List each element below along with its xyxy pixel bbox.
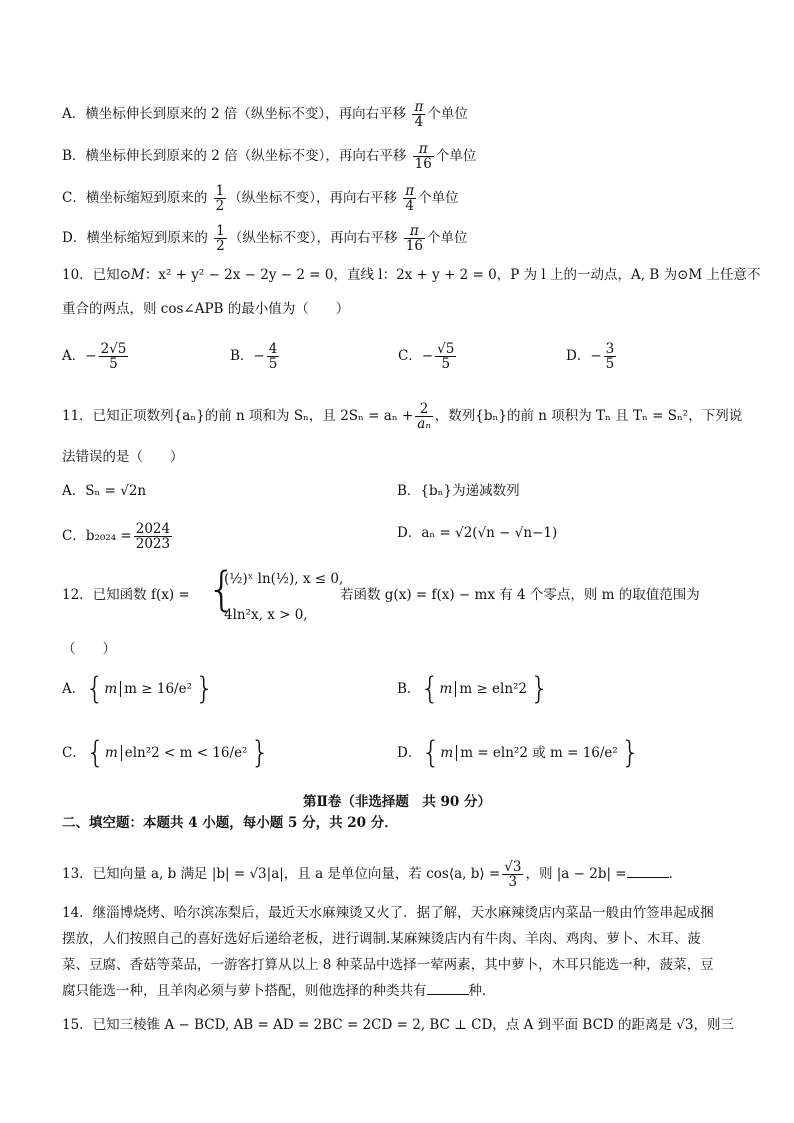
q10-a-fraction (99, 342, 129, 371)
set-open-brace: { (420, 671, 440, 707)
q11-stem-line1 (62, 402, 744, 431)
set-open-brace: { (85, 671, 105, 707)
frac-num: π (404, 224, 425, 239)
set-close-brace: } (530, 671, 550, 707)
q11-option-d: D．aₙ = √2(√n − √n−1) (397, 525, 558, 541)
frac-den: 2023 (135, 536, 171, 552)
frac-num: 2√5 (100, 341, 127, 357)
q11-stem-line2: 法错误的是（ ） (62, 449, 184, 465)
frac-num: π (405, 183, 415, 199)
q14-line4 (62, 982, 744, 1000)
q9-a-tail: 个单位 (427, 106, 468, 122)
q15-line1: 15．已知三棱锥 A − BCD, AB = AD = 2BC = 2CD = 2, BC ⊥ CD，点 A 到平面 BCD 的距离是 √3，则三 (62, 1017, 735, 1033)
set-var: m (440, 745, 454, 761)
q10-circle-name: M (131, 267, 145, 283)
q13-answer-blank[interactable] (627, 877, 669, 878)
q12-lead: 12．已知函数 f(x) = (62, 587, 190, 603)
set-open-brace: { (421, 735, 441, 771)
q11-option-b: B．{bₙ}为递减数列 (397, 483, 520, 499)
q9-b-text: B．横坐标伸长到原来的 2 倍（纵坐标不变），再向右平移 (62, 148, 407, 164)
frac-num: 3 (605, 341, 615, 357)
q14-line3: 菜、豆腐、香菇等菜品，一游客打算从以上 8 种菜品中选择一荤两素，其中萝卜，木耳只能选一种，菠菜，豆 (62, 957, 714, 973)
q11-c-label: C．b₂₀₂₄ = (62, 528, 132, 544)
q13-stem (62, 860, 744, 889)
frac-den: 16 (414, 156, 432, 172)
q13-text-post: ，则 |a − 2b| = (525, 866, 627, 882)
q9-a-fraction (412, 100, 425, 129)
frac-num: 4 (268, 341, 278, 357)
q14-line4-text: 腐只能选一种，且羊肉必须与萝卜搭配，则他选择的种类共有 (62, 983, 427, 999)
section-ii-title: 第Ⅱ卷（非选择题 共 90 分） (302, 794, 492, 810)
q11-fraction (415, 402, 433, 431)
q12-case1: (½)ˣ ln(½), x ≤ 0, (224, 571, 344, 587)
q9-c-fraction (403, 184, 416, 213)
set-var: m (439, 681, 453, 697)
frac-num: 2 (415, 402, 433, 417)
frac-den: 2 (215, 198, 225, 214)
frac-den: 2 (216, 238, 225, 254)
q9-option-d (62, 224, 744, 253)
q9-c-text: C．横坐标缩短到原来的 (62, 190, 208, 206)
frac-den: 4 (405, 198, 415, 214)
set-close-brace: } (620, 735, 640, 771)
q12-option-b (397, 671, 550, 707)
q12-b-body: m ≥ eln²2 (455, 681, 527, 697)
q9-option-b (62, 142, 744, 171)
frac-den: aₙ (417, 416, 431, 432)
q9-c-mid: （纵坐标不变），再向右平移 (228, 190, 397, 206)
q10-a-label: A．− (62, 348, 97, 364)
q10-option-d (566, 342, 726, 371)
q14-line2: 摆放，人们按照自己的喜好选好后递给老板，进行调制.某麻辣烫店内有牛肉、羊肉、鸡肉、萝卜、木耳、菠 (62, 931, 701, 947)
q9-d-half (214, 224, 227, 253)
frac-num: 1 (216, 223, 225, 239)
q11-stem-b: ，数列{bₙ}的前 n 项积为 Tₙ 且 Tₙ = Sₙ²，下列说 (434, 408, 743, 424)
set-close-brace: } (250, 735, 270, 771)
q10-option-a (62, 342, 242, 371)
q12-option-d (397, 735, 640, 771)
q9-c-tail: 个单位 (418, 190, 459, 206)
q12-d-body: m = eln²2 或 m = 16/e² (456, 745, 618, 761)
q12-case2: 4ln²x, x > 0, (224, 607, 308, 623)
frac-den: 3 (508, 874, 518, 890)
q12-option-c (62, 735, 382, 771)
q9-d-tail: 个单位 (426, 230, 468, 246)
q12-paren: （ ） (62, 641, 116, 657)
frac-den: 5 (441, 356, 451, 372)
q10-b-label: B．− (230, 348, 265, 364)
q10-c-label: C．− (398, 348, 434, 364)
q9-b-fraction (413, 142, 434, 171)
q9-a-text: A．横坐标伸长到原来的 2 倍（纵坐标不变），再向右平移 (62, 106, 407, 122)
set-var: m (104, 681, 118, 697)
q10-b-fraction (267, 342, 280, 371)
q10-option-b (230, 342, 390, 371)
q9-d-mid: （纵坐标不变），再向右平移 (228, 230, 398, 246)
q12-option-a (62, 671, 382, 707)
q12-c-body: eln²2 < m < 16/e² (121, 745, 248, 761)
q13-end: ． (668, 866, 683, 882)
q12-a-label: A． (62, 681, 86, 697)
frac-num: √3 (504, 859, 522, 875)
q10-stem-line1 (62, 266, 761, 284)
q10-option-c (398, 342, 558, 371)
q14-answer-blank[interactable] (427, 994, 469, 995)
q11-option-a: A．Sₙ = √2n (62, 483, 147, 499)
set-open-brace: { (85, 735, 105, 771)
frac-num: π (414, 99, 424, 115)
q13-text: 13．已知向量 a, b 满足 |b| = √3|a|，且 a 是单位向量，若 cos⟨a, b⟩ = (62, 866, 501, 882)
q10-d-fraction (604, 342, 617, 371)
q12-stem (62, 562, 744, 626)
q12-c-label: C． (62, 745, 86, 761)
frac-den: 16 (405, 238, 423, 254)
q10-prefix: 10．已知⊙ (62, 267, 131, 283)
q9-b-tail: 个单位 (435, 148, 477, 164)
q10-c-fraction (435, 342, 456, 371)
set-var: m (104, 745, 118, 761)
q11-stem-a: 11．已知正项数列{aₙ}的前 n 项和为 Sₙ，且 2Sₙ = aₙ + (62, 408, 414, 424)
frac-den: 5 (109, 356, 118, 372)
q12-b-label: B． (397, 681, 421, 697)
set-close-brace: } (194, 671, 215, 707)
frac-den: 5 (268, 356, 278, 372)
q9-c-half (214, 184, 227, 213)
q9-d-fraction (404, 224, 425, 253)
q12-d-label: D． (397, 745, 422, 761)
q10-stem-line2: 重合的两点，则 cos∠APB 的最小值为（ ） (62, 301, 350, 317)
frac-num: 2024 (135, 521, 171, 537)
q11-c-fraction (134, 522, 172, 551)
q12-tail: 若函数 g(x) = f(x) − mx 有 4 个零点，则 m 的取值范围为 (340, 587, 700, 603)
q10-stem-text: ：x² + y² − 2x − 2y − 2 = 0，直线 l：2x + y + 2 = 0，P 为 l 上的一动点，A, B 为⊙M 上任意不 (144, 267, 761, 283)
q10-d-label: D．− (566, 348, 602, 364)
frac-num: 1 (215, 183, 225, 199)
q12-cases-brace: { (207, 562, 237, 616)
q11-option-c (62, 522, 382, 551)
fill-in-heading: 二、填空题：本题共 4 小题，每小题 5 分，共 20 分． (62, 815, 398, 831)
frac-num: π (413, 142, 434, 157)
q14-line1: 14．继淄博烧烤、哈尔滨冻梨后，最近天水麻辣烫又火了．据了解，天水麻辣烫店内菜品一般由竹签串起成捆 (62, 905, 714, 921)
frac-num: √5 (437, 341, 455, 357)
q13-fraction (502, 860, 523, 889)
q9-option-a (62, 100, 744, 129)
q9-option-c (62, 184, 744, 213)
frac-den: 5 (605, 356, 615, 372)
q12-a-body: m ≥ 16/e² (120, 681, 192, 697)
frac-den: 4 (414, 114, 424, 130)
q14-line4-end: 种． (468, 983, 496, 999)
q9-d-text: D．横坐标缩短到原来的 (62, 230, 208, 246)
